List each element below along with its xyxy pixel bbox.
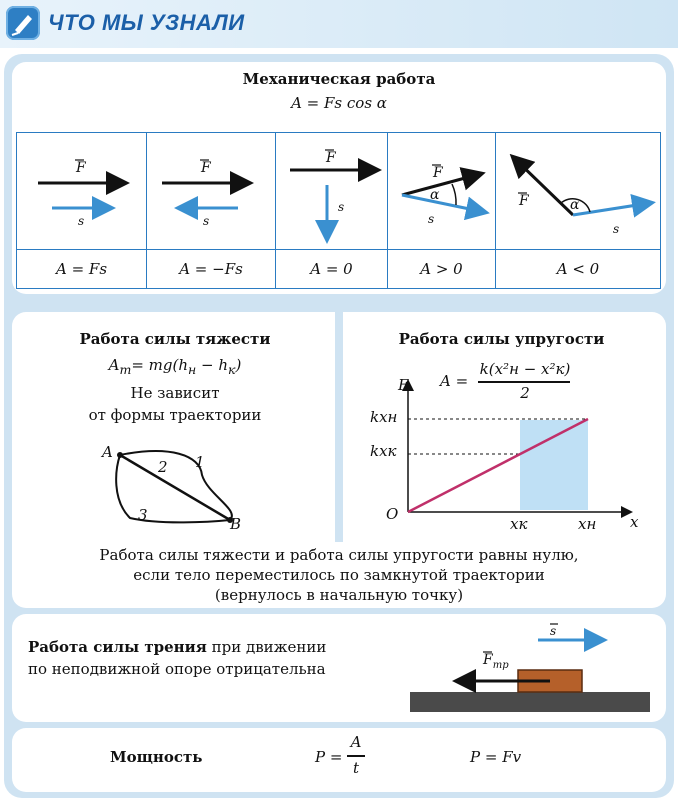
case-result-2: A = −Fs xyxy=(179,260,243,278)
formula-sub: т xyxy=(119,362,132,377)
gravity-note-2: от формы траектории xyxy=(88,406,262,424)
displacement-label: s xyxy=(613,222,620,236)
case-result-1: A = Fs xyxy=(55,260,108,278)
xn-label: xн xyxy=(578,515,597,533)
force-label: F xyxy=(433,165,443,181)
formula-sub: к xyxy=(228,362,236,377)
gravity-note-1: Не зависит xyxy=(130,384,220,402)
formula-close: ) xyxy=(235,356,242,374)
friction-title-rest: при движении xyxy=(206,638,327,656)
force-label: F xyxy=(76,160,86,176)
x-axis-label: x xyxy=(630,513,639,531)
friction-title xyxy=(28,638,326,656)
point-a xyxy=(117,452,123,458)
path-3-label: 3 xyxy=(138,506,148,524)
power-formula-num: A xyxy=(350,733,362,751)
friction-force-label xyxy=(483,652,509,671)
force-label: F xyxy=(519,193,529,209)
power-formula-den: t xyxy=(352,759,360,777)
displacement-label: s xyxy=(203,214,210,228)
closed-path-note-1: Работа силы тяжести и работа силы упругости равны нулю, xyxy=(99,546,579,564)
section-title: ЧТО МЫ УЗНАЛИ xyxy=(48,10,245,35)
formula-sub: н xyxy=(188,362,197,377)
formula-minus: − h xyxy=(196,356,229,374)
elastic-formula-denominator: 2 xyxy=(520,384,530,402)
displacement-label: s xyxy=(428,212,435,226)
path-2-label: 2 xyxy=(158,458,168,476)
displacement-label: s xyxy=(550,624,557,638)
force-sub: тр xyxy=(492,659,509,671)
gravity-work-title: Работа силы тяжести xyxy=(79,330,271,348)
displacement-arrow xyxy=(402,195,484,212)
friction-diagram xyxy=(410,618,660,718)
displacement-label: s xyxy=(78,214,85,228)
elastic-work-title: Работа силы упругости xyxy=(398,330,605,348)
fraction-line xyxy=(347,755,365,757)
vector-diagrams xyxy=(0,0,678,300)
formula-rhs: = mg(h xyxy=(131,356,189,374)
angle-arc xyxy=(452,184,456,205)
point-a-label: A xyxy=(102,443,113,461)
kxn-label: kxн xyxy=(370,408,398,426)
power-title: Мощность xyxy=(110,748,203,766)
gravity-work-formula xyxy=(20,356,330,377)
closed-path-note-3: (вернулось в начальную точку) xyxy=(214,586,464,604)
force-label: F xyxy=(326,150,336,166)
mechanical-work-formula: A = Fs cos α xyxy=(291,94,387,112)
case-result-4: A > 0 xyxy=(420,260,463,278)
power-formula-lhs: P = xyxy=(315,748,343,766)
displacement-arrow xyxy=(573,203,650,215)
kxk-label: kxк xyxy=(370,442,397,460)
point-b-label: B xyxy=(230,515,242,533)
closed-path-note-2: если тело переместилось по замкнутой траектории xyxy=(133,566,545,584)
angle-label: α xyxy=(570,197,580,213)
path-straight xyxy=(120,455,230,520)
origin-label: O xyxy=(386,505,399,523)
y-axis-label: F xyxy=(398,376,409,394)
ground-surface xyxy=(410,692,650,712)
friction-line2: по неподвижной опоре отрицательна xyxy=(28,660,326,678)
angle-label: α xyxy=(430,187,440,203)
case-result-3: A = 0 xyxy=(310,260,353,278)
case-result-5: A < 0 xyxy=(556,260,600,278)
friction-title-bold: Работа силы трения xyxy=(28,638,207,656)
power-formula-2: P = Fv xyxy=(470,748,522,766)
mechanical-work-title: Механическая работа xyxy=(242,70,436,88)
xk-label: xк xyxy=(510,515,528,533)
elastic-formula-numerator: k(x²н − x²к) xyxy=(479,360,571,378)
displacement-label: s xyxy=(338,200,345,214)
elastic-formula-lhs: A = xyxy=(440,372,469,390)
path-1-label: 1 xyxy=(195,453,205,471)
formula-lhs: A xyxy=(108,356,120,374)
force-label: F xyxy=(201,160,211,176)
work-area xyxy=(520,420,588,510)
force-letter: F xyxy=(483,652,493,668)
